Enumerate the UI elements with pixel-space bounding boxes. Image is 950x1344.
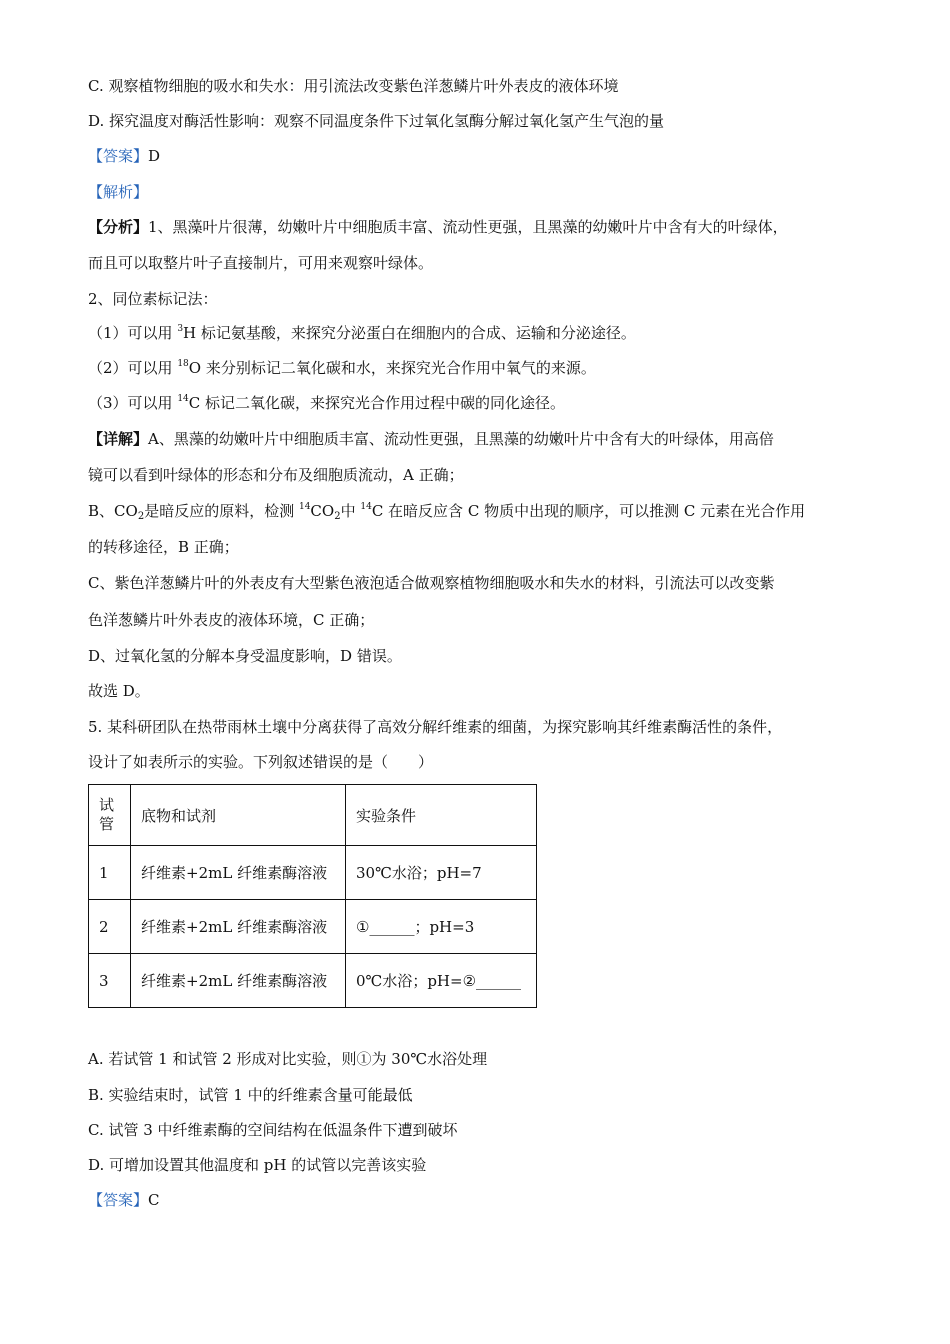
detail-tag: 【详解】 (88, 430, 149, 448)
header-char: 管 (99, 815, 115, 833)
analysis-p2: 2、同位素标记法： (88, 290, 218, 308)
mass-number: 14 (298, 502, 311, 512)
conclusion: 故选 D。 (88, 682, 150, 700)
analysis-heading (88, 182, 148, 202)
detail-d: D、过氧化氢的分解本身受温度影响，D 错误。 (88, 647, 402, 665)
detail-c1: C、紫色洋葱鳞片叶的外表皮有大型紫色液泡适合做观察植物细胞吸水和失水的材料，引流法可以改变紫 (88, 574, 775, 592)
table-row (89, 954, 537, 1008)
detail-c2: 色洋葱鳞片叶外表皮的液体环境，C 正确； (88, 611, 375, 629)
header-substrate: 底物和试剂 (131, 785, 346, 846)
condition-cell: 30℃水浴；pH=7 (346, 846, 537, 900)
mass-number: 18 (177, 359, 189, 369)
option-d: D. 可增加设置其他温度和 pH 的试管以完善该实验 (88, 1156, 427, 1174)
b-text: C 在暗反应含 C 物质中出现的顺序，可以推测 C 元素在光合作用 (371, 502, 806, 520)
isotope-item-2 (88, 358, 596, 378)
analysis-tag: 【解析】 (88, 183, 149, 201)
detail-b2: 的转移途径，B 正确； (88, 538, 239, 556)
substrate-cell: 纤维素+2mL 纤维素酶溶液 (131, 846, 346, 900)
analysis-p1b: 而且可以取整片叶子直接制片，可用来观察叶绿体。 (88, 254, 434, 272)
option-d-prev: D. 探究温度对酶活性影响：观察不同温度条件下过氧化氢酶分解过氧化氢产生气泡的量 (88, 112, 665, 130)
answer-line (88, 146, 160, 166)
detail-text: A、黑藻的幼嫩叶片中细胞质丰富、流动性更强，且黑藻的幼嫩叶片中含有大的叶绿体，用高倍 (148, 430, 774, 448)
subscript: 2 (334, 511, 341, 522)
item-prefix: （3）可以用 (88, 394, 178, 412)
option-a: A. 若试管 1 和试管 2 形成对比实验，则①为 30℃水浴处理 (88, 1050, 488, 1068)
experiment-table (88, 784, 537, 1008)
answer-value: C (148, 1191, 160, 1209)
item-prefix: （1）可以用 (88, 324, 178, 342)
header-condition: 实验条件 (346, 785, 537, 846)
table-header-row (89, 785, 537, 846)
item-text: O 来分别标记二氧化碳和水，来探究光合作用中氧气的来源。 (188, 359, 596, 377)
analysis-p1a (88, 217, 788, 237)
option-b: B. 实验结束时，试管 1 中的纤维素含量可能最低 (88, 1086, 413, 1104)
subscript: 2 (137, 511, 145, 522)
option-c: C. 试管 3 中纤维素酶的空间结构在低温条件下遭到破坏 (88, 1121, 458, 1139)
b-text: CO (310, 502, 335, 520)
tube-number: 2 (89, 900, 131, 954)
tube-number: 3 (89, 954, 131, 1008)
item-prefix: （2）可以用 (88, 359, 178, 377)
table-row (89, 846, 537, 900)
b-text: 是暗反应的原料，检测 (144, 502, 299, 520)
mass-number: 14 (360, 502, 372, 512)
condition-cell: 0℃水浴；pH=②______ (346, 954, 537, 1008)
option-c-prev: C. 观察植物细胞的吸水和失水：用引流法改变紫色洋葱鳞片叶外表皮的液体环境 (88, 77, 619, 95)
b-text: B、CO (88, 502, 138, 520)
answer-line-q5 (88, 1190, 160, 1210)
tube-number: 1 (89, 846, 131, 900)
isotope-item-1 (88, 323, 636, 343)
answer-tag: 【答案】 (88, 147, 149, 165)
table-row (89, 900, 537, 954)
b-text: 中 (340, 502, 361, 520)
condition-cell: ①______；pH=3 (346, 900, 537, 954)
header-char: 试 (99, 796, 115, 814)
substrate-cell: 纤维素+2mL 纤维素酶溶液 (131, 954, 346, 1008)
answer-tag: 【答案】 (88, 1191, 149, 1209)
analysis-sub-tag: 【分析】 (88, 218, 149, 236)
detail-a1 (88, 429, 774, 449)
detail-b1 (88, 501, 805, 521)
detail-a2: 镜可以看到叶绿体的形态和分布及细胞质流动，A 正确； (88, 466, 464, 484)
mass-number: 3 (177, 324, 184, 334)
question-stem-1: 5. 某科研团队在热带雨林土壤中分离获得了高效分解纤维素的细菌，为探究影响其纤维素酶活性的条件， (88, 718, 783, 736)
question-stem-2: 设计了如表所示的实验。下列叙述错误的是（ ） (88, 753, 434, 771)
analysis-text: 1、黑藻叶片很薄，幼嫩叶片中细胞质丰富、流动性更强，且黑藻的幼嫩叶片中含有大的叶绿体， (148, 218, 788, 236)
item-text: H 标记氨基酸，来探究分泌蛋白在细胞内的合成、运输和分泌途径。 (183, 324, 636, 342)
header-tube (89, 785, 131, 846)
substrate-cell: 纤维素+2mL 纤维素酶溶液 (131, 900, 346, 954)
mass-number: 14 (177, 394, 189, 404)
answer-value: D (148, 147, 161, 165)
item-text: C 标记二氧化碳，来探究光合作用过程中碳的同化途径。 (188, 394, 566, 412)
isotope-item-3 (88, 393, 565, 413)
